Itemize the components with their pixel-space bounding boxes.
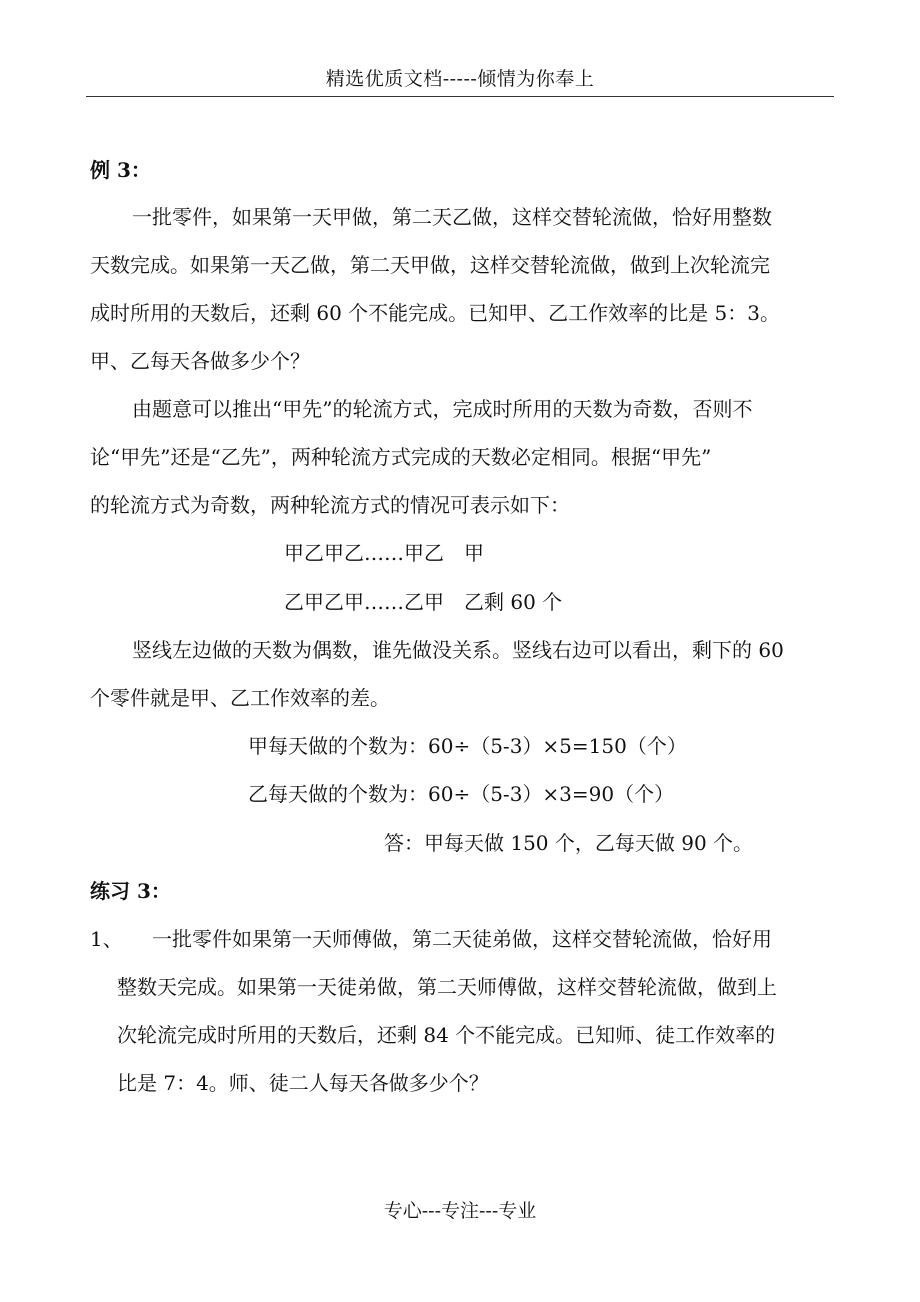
problem-line: 甲、乙每天各做多少个？ (90, 349, 310, 373)
diagram-row-2: 乙甲乙甲……乙甲 乙剩 60 个 (284, 590, 563, 614)
problem-line: 成时所用的天数后，还剩 60 个不能完成。已知甲、乙工作效率的比是 5：3。 (90, 301, 780, 325)
exercise-heading: 练习 3： (90, 879, 171, 903)
formula-jia: 甲每天做的个数为：60÷（5-3）×5=150（个） (248, 734, 687, 758)
answer-line: 答：甲每天做 150 个，乙每天做 90 个。 (384, 831, 754, 855)
header-divider (86, 96, 834, 97)
problem-line: 一批零件，如果第一天甲做，第二天乙做，这样交替轮流做，恰好用整数 (132, 205, 772, 229)
exercise-line: 一批零件如果第一天师傅做，第二天徒弟做，这样交替轮流做，恰好用 (152, 927, 772, 951)
explanation-line: 竖线左边做的天数为偶数，谁先做没关系。竖线右边可以看出，剩下的 60 (132, 638, 784, 662)
exercise-line: 比是 7：4。师、徒二人每天各做多少个？ (117, 1071, 489, 1095)
formula-yi: 乙每天做的个数为：60÷（5-3）×3=90（个） (248, 782, 675, 806)
page-footer: 专心---专注---专业 (383, 1200, 537, 1222)
example-heading: 例 3： (90, 158, 151, 182)
page-header: 精选优质文档-----倾情为你奉上 (325, 68, 595, 90)
analysis-line: 的轮流方式为奇数，两种轮流方式的情况可表示如下： (90, 493, 570, 517)
diagram-row-1: 甲乙甲乙……甲乙 甲 (284, 541, 484, 565)
analysis-line: 论“甲先”还是“乙先”，两种轮流方式完成的天数必定相同。根据“甲先” (90, 445, 712, 469)
exercise-number: 1、 (90, 927, 123, 951)
exercise-line: 整数天完成。如果第一天徒弟做，第二天师傅做，这样交替轮流做，做到上 (117, 975, 777, 999)
exercise-line: 次轮流完成时所用的天数后，还剩 84 个不能完成。已知师、徒工作效率的 (117, 1023, 776, 1047)
problem-line: 天数完成。如果第一天乙做，第二天甲做，这样交替轮流做，做到上次轮流完 (90, 253, 770, 277)
analysis-line: 由题意可以推出“甲先”的轮流方式，完成时所用的天数为奇数，否则不 (132, 397, 753, 421)
explanation-line: 个零件就是甲、乙工作效率的差。 (90, 686, 390, 710)
